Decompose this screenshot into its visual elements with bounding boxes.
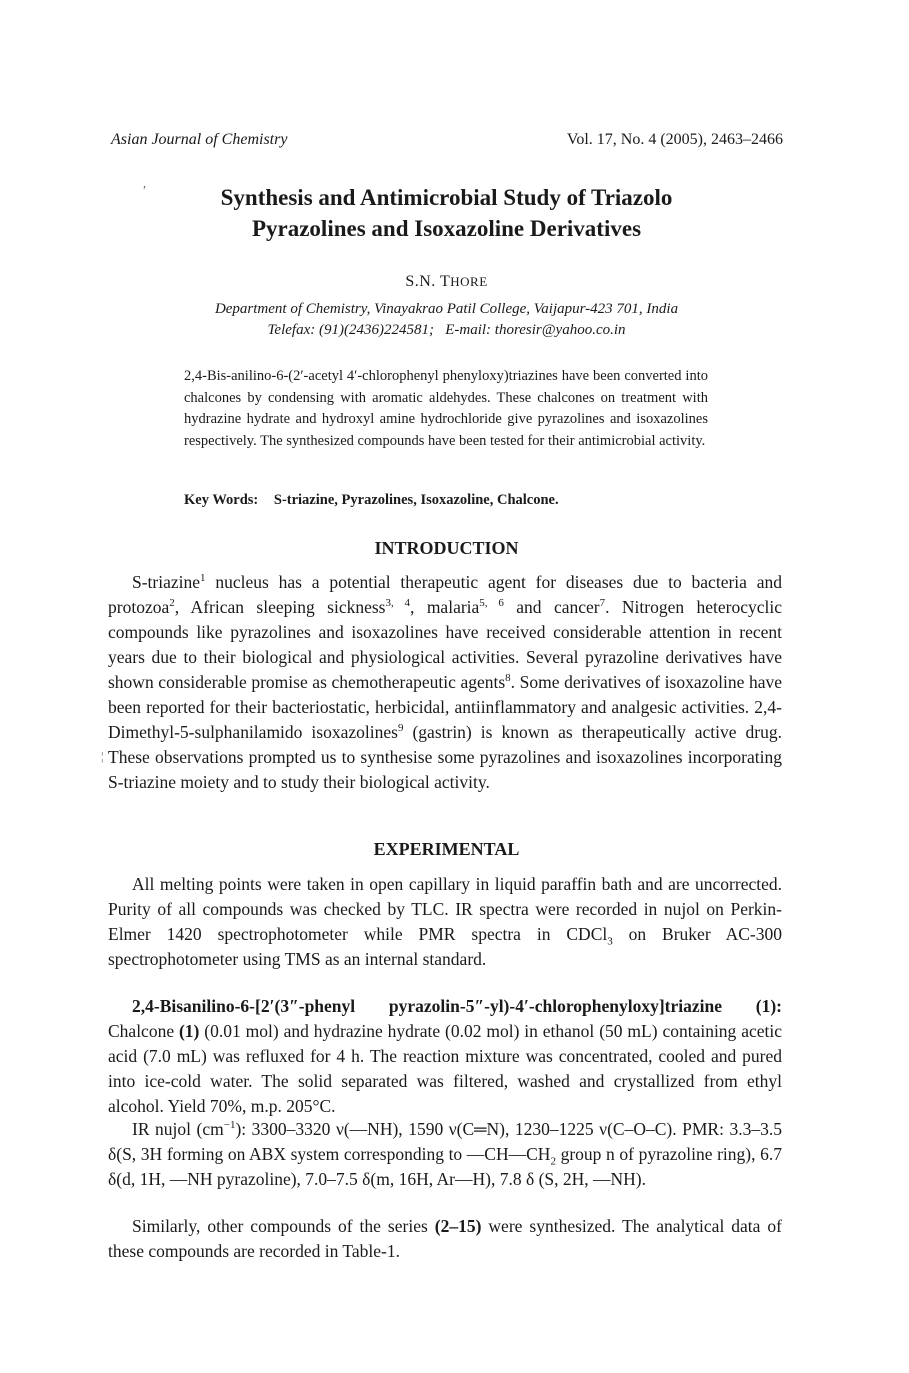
- introduction-paragraph: [108, 570, 782, 795]
- author-initials: S.N. T: [405, 273, 451, 290]
- exp-text: (0.01 mol) and hydrazine hydrate (0.02 mol) in ethanol (50 mL) containing acetic acid (7.0 mL) was refluxed for 4 h. The reaction mixture was concentrated, cooled and pured into ice-cold water. The solid separated was filtered, washed and crystallized from ethyl alcohol. Yield 70%, m.p. 205°C.: [108, 1021, 782, 1116]
- subscript: 2: [550, 1155, 556, 1168]
- experimental-paragraph-2: [108, 994, 782, 1119]
- exp-text: All melting points were taken in open capillary in liquid paraffin bath and are uncorrected. Purity of all compounds was checked by TLC. IR spectra were recorded in nujol on Perkin-Elmer 1420 spectrophotometer while PMR spectra in CDCl: [108, 874, 782, 944]
- subscript: 3: [607, 935, 613, 948]
- citation-ref: 2: [169, 597, 175, 610]
- affiliation-line-2: Telefax: (91)(2436)224581; E-mail: thoresir@yahoo.co.in: [267, 322, 626, 338]
- author-surname: HORE: [450, 274, 488, 289]
- exp-text: IR nujol (cm: [132, 1119, 224, 1139]
- author-name: [0, 273, 893, 291]
- exp-text: on Bruker AC-300 spectrophotometer using TMS as an internal standard.: [108, 924, 782, 969]
- exp-text: Similarly, other compounds of the series: [132, 1216, 435, 1236]
- stray-mark: ,: [143, 176, 146, 190]
- intro-text: nucleus has a potential therapeutic agent for diseases due to bacteria and protozoa: [108, 572, 782, 617]
- compound-ref: (1): [178, 1021, 200, 1041]
- exp-text: were synthesized. The analytical data of these compounds are recorded in Table-1.: [108, 1216, 783, 1261]
- experimental-paragraph-4: [108, 1214, 782, 1264]
- abstract: 2,4-Bis-anilino-6-(2′-acetyl 4′-chlorophenyl phenyloxy)triazines have been converted into chalcones by condensing with aromatic aldehydes. These chalcones on treatment with hydrazine hydrate and hydroxyl amine hydrochloride give pyrazolines and isoxazolines respectively. The synthesized compounds have been tested for their antimicrobial activity.: [184, 368, 708, 449]
- compound-ref: (2–15): [434, 1216, 482, 1236]
- citation-ref: 3, 4: [385, 597, 411, 610]
- volume-info: Vol. 17, No. 4 (2005), 2463–2466: [566, 131, 783, 148]
- introduction-heading: INTRODUCTION: [374, 538, 519, 558]
- margin-mark: ¦: [101, 749, 104, 763]
- experimental-heading: EXPERIMENTAL: [373, 839, 520, 859]
- intro-text: . Nitrogen heterocyclic compounds like pyrazolines and isoxazolines have received considerable attention in recent years due to their biological and physiological activities. Several pyrazoline derivatives have shown considerable promise as chemotherapeutic agents: [108, 597, 783, 692]
- affiliation-line-1: Department of Chemistry, Vinayakrao Patil College, Vaijapur-423 701, India: [214, 301, 679, 317]
- citation-ref: 9: [397, 722, 404, 735]
- intro-text: . Some derivatives of isoxazoline have been reported for their bacteriostatic, herbicidal, antiinflammatory and analgesic activities. 2,4-Dimethyl-5-sulphanilamido isoxazolines: [108, 672, 782, 742]
- compound-heading: 2,4-Bisanilino-6-[2′(3″-phenyl pyrazolin-5″-yl)-4′-chlorophenyloxy]triazine (1):: [132, 996, 782, 1016]
- paper-title: [0, 182, 893, 244]
- superscript: −1: [223, 1119, 236, 1132]
- citation-ref: 7: [599, 597, 606, 610]
- intro-text: S-triazine: [132, 572, 201, 592]
- keywords-label: Key Words:: [184, 492, 259, 508]
- keywords-value: S-triazine, Pyrazolines, Isoxazoline, Chalcone.: [273, 492, 559, 508]
- intro-text: , African sleeping sickness: [174, 597, 386, 617]
- title-line-2: Pyrazolines and Isoxazoline Derivatives: [251, 216, 642, 241]
- citation-ref: 8: [505, 672, 511, 685]
- journal-name: Asian Journal of Chemistry: [111, 131, 288, 148]
- experimental-paragraph-3: [108, 1117, 782, 1192]
- keywords: [184, 492, 744, 509]
- affiliation: [0, 299, 893, 341]
- citation-ref: 1: [200, 572, 206, 585]
- exp-text: ): 3300–3320 ν(—NH), 1590 ν(C═N), 1230–1225 ν(C–O–C). PMR: 3.3–3.5 δ(S, 3H forming on ABX system corresponding to —CH—CH: [108, 1119, 782, 1164]
- title-line-1: Synthesis and Antimicrobial Study of Triazolo: [220, 185, 673, 210]
- exp-text: group n of pyrazoline ring), 6.7 δ(d, 1H, —NH pyrazoline), 7.0–7.5 δ(m, 16H, Ar—H), 7.8 δ (S, 2H, —NH).: [108, 1144, 782, 1189]
- citation-ref: 5, 6: [479, 597, 504, 610]
- intro-text: , malaria: [410, 597, 480, 617]
- exp-text: Chalcone: [108, 1021, 179, 1041]
- intro-text: and cancer: [503, 597, 600, 617]
- experimental-paragraph-1: [108, 872, 782, 972]
- intro-text: (gastrin) is known as therapeutically active drug. These observations prompted us to synthesise some pyrazolines and isoxazolines incorporating S-triazine moiety and to study their biological activity.: [108, 722, 782, 792]
